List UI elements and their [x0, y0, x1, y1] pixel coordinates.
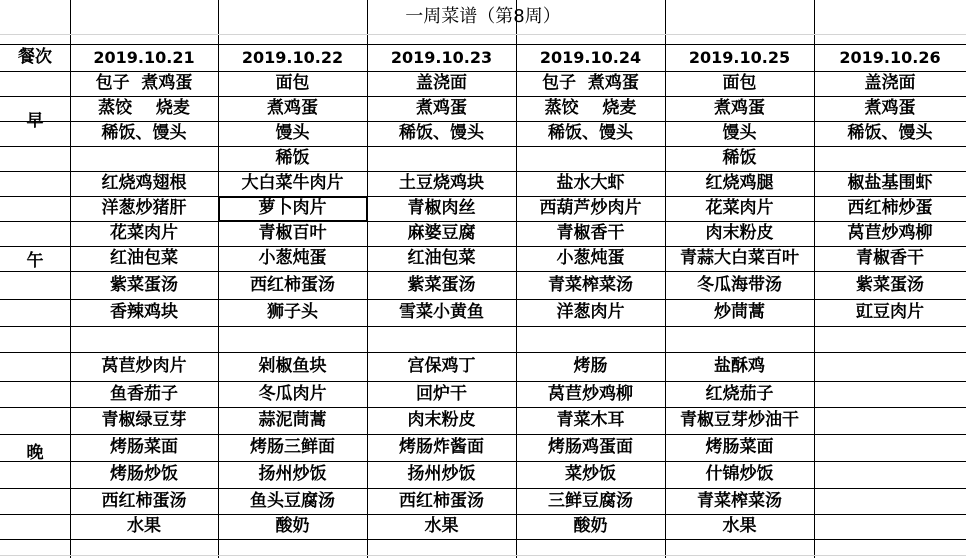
dish-cell[interactable]: 雪菜小黄鱼 [399, 302, 484, 322]
dish-cell[interactable]: 花菜肉片 [705, 198, 774, 218]
dish-cell[interactable]: 三鲜豆腐汤 [548, 490, 633, 511]
dish-cell[interactable]: 馒头 [722, 123, 757, 143]
dish-cell[interactable]: 水果 [722, 516, 757, 536]
dish-cell[interactable]: 盖浇面 [416, 73, 467, 93]
row-border [0, 555, 966, 556]
dish-cell[interactable]: 包子 煮鸡蛋 [542, 73, 639, 93]
dish-cell[interactable]: 烤肠三鲜面 [250, 437, 335, 457]
dish-cell[interactable] [814, 352, 966, 381]
dish-cell[interactable]: 莴苣炒肉片 [101, 356, 187, 376]
dish-cell[interactable] [814, 326, 966, 352]
dish-cell[interactable]: 青蒜大白菜百叶 [680, 248, 799, 268]
dish-cell[interactable] [665, 326, 814, 352]
dish-cell[interactable]: 土豆烧鸡块 [399, 173, 484, 193]
dish-cell[interactable] [218, 326, 367, 352]
dish-cell[interactable] [70, 539, 218, 555]
dish-cell[interactable] [814, 488, 966, 514]
dish-cell[interactable]: 酸奶 [573, 516, 608, 536]
dish-cell[interactable]: 菜炒饭 [565, 464, 616, 484]
dish-cell[interactable]: 香辣鸡块 [110, 302, 178, 322]
meal-column-header[interactable]: 餐次 [18, 47, 52, 67]
dish-cell[interactable]: 花菜肉片 [110, 223, 178, 243]
dish-cell[interactable] [516, 146, 665, 171]
dish-cell[interactable]: 红烧茄子 [705, 383, 774, 404]
dish-cell[interactable]: 烤肠 [573, 356, 608, 376]
row-border [0, 34, 966, 35]
dish-cell[interactable] [367, 146, 516, 171]
dish-cell[interactable]: 青菜榨菜汤 [548, 274, 633, 295]
dish-cell[interactable]: 西红柿蛋汤 [399, 490, 484, 511]
dish-cell[interactable]: 水果 [424, 516, 459, 536]
dish-cell[interactable]: 面包 [722, 73, 757, 93]
dish-cell[interactable]: 紫菜蛋汤 [856, 274, 924, 295]
dish-cell[interactable]: 西红柿蛋汤 [250, 274, 335, 295]
dish-cell[interactable]: 紫菜蛋汤 [110, 274, 178, 295]
meal-label[interactable]: 晚 [26, 443, 44, 463]
dish-cell[interactable]: 酸奶 [275, 516, 310, 536]
dish-cell[interactable]: 豇豆肉片 [856, 302, 924, 322]
dish-cell[interactable]: 包子 煮鸡蛋 [95, 73, 193, 93]
dish-cell[interactable]: 稀饭、馒头 [101, 123, 187, 143]
date-header[interactable]: 2019.10.21 [93, 47, 195, 67]
dish-cell[interactable]: 西红柿蛋汤 [101, 490, 187, 511]
date-header[interactable]: 2019.10.26 [839, 47, 941, 67]
dish-cell[interactable]: 西红柿炒蛋 [847, 198, 933, 218]
dish-cell[interactable] [814, 461, 966, 488]
dish-cell[interactable] [516, 539, 665, 555]
dish-cell[interactable]: 回炉干 [416, 383, 467, 404]
date-header[interactable]: 2019.10.22 [241, 47, 344, 67]
dish-cell[interactable] [218, 539, 367, 555]
meal-label[interactable]: 午 [26, 251, 44, 271]
dish-cell[interactable]: 煮鸡蛋 [864, 98, 916, 118]
dish-cell[interactable]: 蒸饺 烧麦 [98, 98, 190, 118]
dish-cell[interactable]: 水果 [127, 516, 161, 536]
dish-cell[interactable]: 青椒香干 [856, 248, 924, 268]
dish-cell[interactable]: 青椒绿豆芽 [101, 410, 187, 430]
dish-cell[interactable] [814, 146, 966, 171]
dish-cell[interactable]: 剁椒鱼块 [258, 356, 327, 376]
dish-cell[interactable]: 盐水大虾 [556, 173, 625, 193]
dish-cell[interactable]: 红油包菜 [407, 248, 476, 268]
dish-cell[interactable]: 肉末粉皮 [705, 223, 774, 243]
dish-cell[interactable]: 烤肠菜面 [705, 437, 774, 457]
dish-cell[interactable]: 盐酥鸡 [714, 356, 765, 376]
dish-cell[interactable] [814, 407, 966, 434]
dish-cell[interactable]: 盖浇面 [864, 73, 916, 93]
meal-label[interactable]: 早 [26, 110, 44, 131]
dish-cell[interactable] [814, 514, 966, 539]
dish-cell[interactable]: 稀饭、馒头 [548, 123, 633, 143]
dish-cell[interactable] [814, 539, 966, 555]
dish-cell[interactable]: 扬州炒饭 [258, 464, 327, 484]
dish-cell[interactable]: 烤肠鸡蛋面 [548, 437, 633, 457]
dish-cell[interactable]: 莴苣炒鸡柳 [847, 223, 933, 243]
dish-cell[interactable]: 烤肠炸酱面 [399, 437, 484, 457]
dish-cell[interactable]: 小葱炖蛋 [258, 248, 327, 268]
dish-cell[interactable]: 冬瓜肉片 [258, 383, 327, 404]
dish-cell[interactable]: 烤肠炒饭 [110, 464, 178, 484]
dish-cell[interactable] [70, 326, 218, 352]
dish-cell[interactable]: 煮鸡蛋 [267, 98, 318, 118]
dish-cell[interactable]: 炒茼蒿 [714, 302, 765, 322]
dish-cell[interactable]: 稀饭 [722, 148, 757, 168]
dish-cell[interactable]: 椒盐基围虾 [847, 173, 933, 193]
dish-cell[interactable] [516, 326, 665, 352]
dish-cell[interactable] [814, 381, 966, 407]
dish-cell[interactable]: 小葱炖蛋 [556, 248, 625, 268]
dish-cell[interactable]: 馒头 [275, 123, 310, 143]
dish-cell[interactable]: 什锦炒饭 [705, 464, 774, 484]
dish-cell[interactable]: 红烧鸡腿 [705, 173, 774, 193]
dish-cell[interactable]: 稀饭、馒头 [399, 123, 484, 143]
dish-cell[interactable]: 莴苣炒鸡柳 [548, 383, 633, 404]
dish-cell[interactable]: 红烧鸡翅根 [101, 173, 187, 193]
dish-cell[interactable] [367, 539, 516, 555]
dish-cell[interactable]: 冬瓜海带汤 [697, 274, 782, 295]
dish-cell[interactable]: 青椒豆芽炒油干 [680, 410, 799, 430]
dish-cell[interactable]: 青椒肉丝 [407, 198, 476, 218]
dish-cell[interactable]: 面包 [275, 73, 310, 93]
dish-cell[interactable]: 蒜泥茼蒿 [258, 410, 327, 430]
dish-cell[interactable]: 扬州炒饭 [407, 464, 476, 484]
dish-cell[interactable]: 宫保鸡丁 [407, 356, 476, 376]
dish-cell[interactable]: 肉末粉皮 [407, 410, 476, 430]
dish-cell[interactable] [665, 539, 814, 555]
dish-cell[interactable]: 稀饭 [275, 148, 310, 168]
dish-cell[interactable]: 青椒香干 [556, 223, 625, 243]
selected-cell-outline [218, 196, 368, 222]
date-header[interactable]: 2019.10.25 [688, 47, 791, 67]
dish-cell[interactable]: 鱼头豆腐汤 [250, 490, 335, 511]
dish-cell[interactable]: 煮鸡蛋 [714, 98, 765, 118]
dish-cell[interactable]: 麻婆豆腐 [407, 223, 476, 243]
dish-cell[interactable]: 西葫芦炒肉片 [539, 198, 642, 218]
dish-cell[interactable]: 稀饭、馒头 [847, 123, 933, 143]
dish-cell[interactable]: 青菜木耳 [556, 410, 625, 430]
date-header[interactable]: 2019.10.23 [390, 47, 493, 67]
dish-cell[interactable] [70, 146, 218, 171]
dish-cell[interactable]: 煮鸡蛋 [416, 98, 467, 118]
menu-title: 一周菜谱（第8周） [405, 6, 561, 27]
dish-cell[interactable]: 萝卜肉片 [258, 198, 327, 218]
dish-cell[interactable] [367, 326, 516, 352]
dish-cell[interactable]: 蒸饺 烧麦 [544, 98, 637, 118]
dish-cell[interactable]: 紫菜蛋汤 [407, 274, 476, 295]
dish-cell[interactable]: 烤肠菜面 [110, 437, 178, 457]
dish-cell[interactable]: 青菜榨菜汤 [697, 490, 782, 511]
dish-cell[interactable]: 洋葱炒猪肝 [101, 198, 187, 218]
dish-cell[interactable]: 狮子头 [267, 302, 318, 322]
dish-cell[interactable]: 鱼香茄子 [110, 383, 178, 404]
dish-cell[interactable] [814, 434, 966, 461]
dish-cell[interactable]: 洋葱肉片 [556, 302, 625, 322]
dish-cell[interactable]: 大白菜牛肉片 [241, 173, 344, 193]
dish-cell[interactable]: 青椒百叶 [258, 223, 327, 243]
date-header[interactable]: 2019.10.24 [539, 47, 642, 67]
dish-cell[interactable]: 红油包菜 [110, 248, 178, 268]
